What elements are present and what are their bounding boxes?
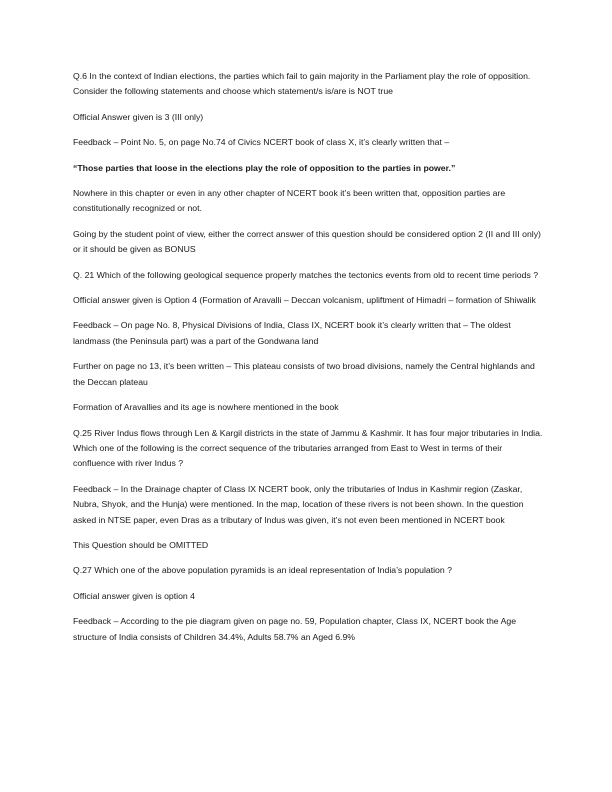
paragraph-q27-question: Q.27 Which one of the above population pyramids is an ideal representation of India’s population ? [73, 565, 452, 576]
paragraph-q21-note: Formation of Aravallies and its age is nowhere mentioned in the book [73, 402, 339, 413]
paragraph-q6-official-answer: Official Answer given is 3 (III only) [73, 111, 204, 122]
paragraph-q25-feedback: Feedback – In the Drainage chapter of Class IX NCERT book, only the tributaries of Indus in Kashmir region (Zaskar, Nubra, Shyok, and the Hunja) were mentioned. In the map, location of these rivers is not been shown. In the question asked in NTSE paper, even Dras as a tributary of Indus was given, it’s not even been mentioned in NCERT book [73, 483, 524, 525]
paragraph-q6-note: Nowhere in this chapter or even in any other chapter of NCERT book it’s been written that, opposition parties are constitutionally recognized or not. [73, 188, 506, 214]
paragraph-q21-official-answer: Official answer given is Option 4 (Formation of Aravalli – Deccan volcanism, upliftment of Himadri – formation of Shiwalik [73, 295, 536, 306]
paragraph-q25-conclusion: This Question should be OMITTED [73, 539, 209, 550]
paragraph-q6-conclusion: Going by the student point of view, either the correct answer of this question should be considered option 2 (II and III only) or it should be given as BONUS [73, 228, 541, 255]
paragraph-q6-question: Q.6 In the context of Indian elections, the parties which fail to gain majority in the Parliament play the role of opposition. Consider the following statements and choose which statement/s is/are is NOT true [73, 71, 531, 97]
document-body [73, 69, 543, 655]
paragraph-q21-question: Q. 21 Which of the following geological sequence properly matches the tectonics events from old to recent time periods ? [73, 269, 539, 280]
paragraph-q25-question: Q.25 River Indus flows through Len & Kargil districts in the state of Jammu & Kashmir. It has four major tributaries in India. Which one of the following is the correct sequence of the tributaries arranged from East to West in terms of their confluence with river Indus ? [73, 427, 543, 469]
paragraph-q21-feedback: Feedback – On page No. 8, Physical Divisions of India, Class IX, NCERT book it’s clearly written that – The oldest landmass (the Peninsula part) was a part of the Gondwana land [73, 320, 511, 346]
paragraph-q27-official-answer: Official answer given is option 4 [73, 590, 196, 601]
paragraph-q27-feedback: Feedback – According to the pie diagram given on page no. 59, Population chapter, Class IX, NCERT book the Age structure of India consists of Children 34.4%, Adults 58.7% an Aged 6.9% [73, 616, 517, 642]
paragraph-q6-feedback: Feedback – Point No. 5, on page No.74 of Civics NCERT book of class X, it’s clearly written that – [73, 137, 450, 148]
paragraph-q21-further: Further on page no 13, it’s been written – This plateau consists of two broad divisions, namely the Central highlands and the Deccan plateau [73, 361, 535, 387]
paragraph-q6-quote: “Those parties that loose in the elections play the role of opposition to the parties in power.” [73, 162, 456, 173]
